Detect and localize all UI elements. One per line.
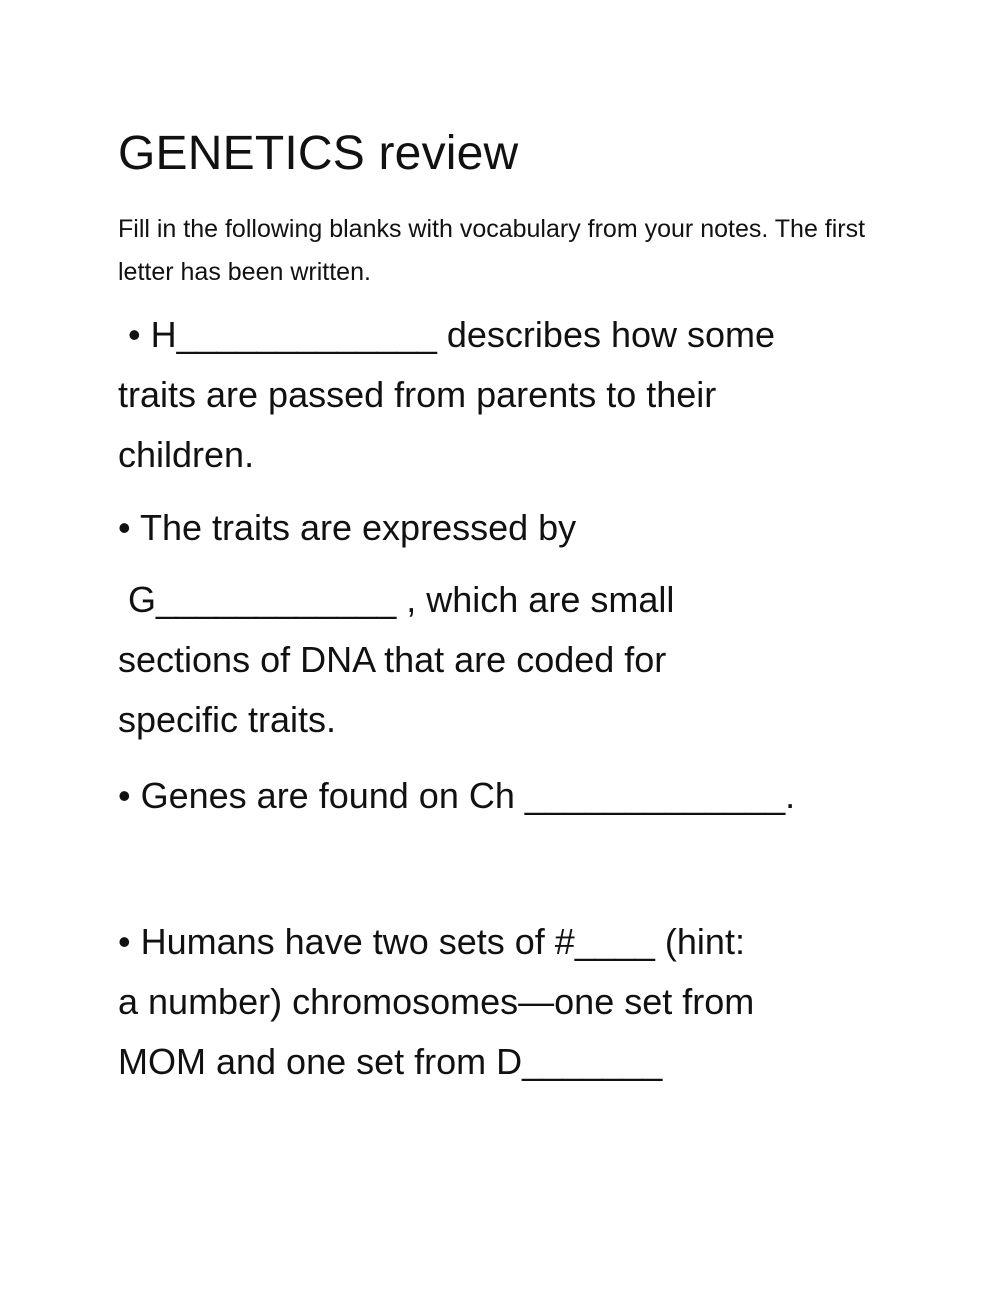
instructions-text: Fill in the following blanks with vocabulary from your notes. The first letter has been written.	[118, 215, 866, 286]
question-heredity	[118, 305, 908, 485]
question-line: children.	[118, 434, 255, 475]
question-line: • Humans have two sets of #____ (hint:	[118, 921, 745, 962]
question-line: MOM and one set from D_______	[118, 1041, 663, 1082]
question-chromosomes	[118, 766, 908, 826]
question-line: a number) chromosomes—one set from	[118, 981, 755, 1022]
page-title: GENETICS review	[118, 127, 519, 180]
question-line: specific traits.	[118, 699, 337, 740]
question-line: traits are passed from parents to their	[118, 374, 717, 415]
question-genes	[118, 570, 908, 750]
question-line: • The traits are expressed by	[118, 507, 577, 548]
question-line: sections of DNA that are coded for	[118, 639, 667, 680]
question-line: • Genes are found on Ch _____________.	[118, 775, 796, 816]
question-line: G____________ , which are small	[118, 579, 675, 620]
question-chromosome-sets	[118, 912, 908, 1092]
question-traits-expressed	[118, 498, 908, 558]
question-line: • H_____________ describes how some	[118, 314, 776, 355]
